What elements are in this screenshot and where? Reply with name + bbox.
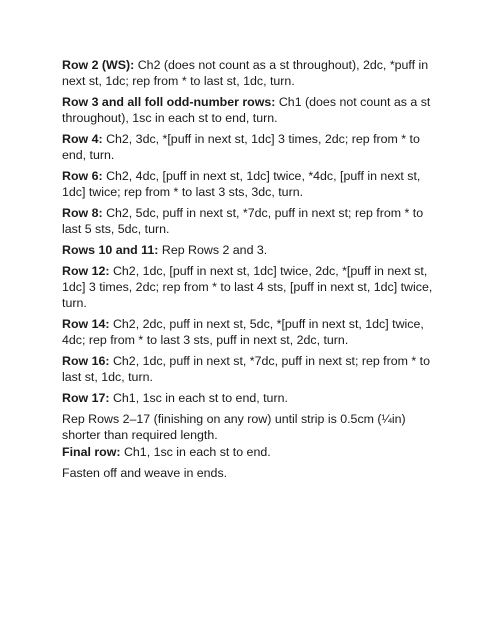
row-instruction: Rep Rows 2 and 3. <box>158 243 268 257</box>
paragraph-row-12 <box>62 263 434 311</box>
paragraph-row-17 <box>62 390 434 406</box>
row-label: Row 12: <box>62 264 110 278</box>
row-instruction: Ch2, 4dc, [puff in next st, 1dc] twice, *4dc, [puff in next st, 1dc] twice; rep from * to last 3 sts, 3dc, turn. <box>62 169 421 199</box>
paragraph-row-6 <box>62 168 434 200</box>
pattern-instructions <box>62 57 434 486</box>
row-label: Row 8: <box>62 206 103 220</box>
paragraph-repeat-rows <box>62 411 434 443</box>
row-instruction: Ch1, 1sc in each st to end. <box>120 445 271 459</box>
paragraph-row-2 <box>62 57 434 89</box>
row-label: Row 17: <box>62 391 110 405</box>
paragraph-final-row <box>62 444 434 460</box>
row-instruction: Ch2 (does not count as a st throughout), 2dc, *puff in next st, 1dc; rep from * to last st, 1dc, turn. <box>62 58 429 88</box>
finishing-instruction: Fasten off and weave in ends. <box>62 466 228 480</box>
paragraph-row-3 <box>62 94 434 126</box>
row-label: Row 6: <box>62 169 103 183</box>
repeat-instruction: Rep Rows 2–17 (finishing on any row) until strip is 0.5cm (¼in) shorter than required length. <box>62 412 406 442</box>
row-instruction: Ch2, 1dc, [puff in next st, 1dc] twice, 2dc, *[puff in next st, 1dc] 3 times, 2dc; rep from * to last 4 sts, [puff in next st, 1dc] twice, turn. <box>62 264 433 310</box>
paragraph-row-8 <box>62 205 434 237</box>
paragraph-row-16 <box>62 353 434 385</box>
row-label: Row 2 (WS): <box>62 58 135 72</box>
paragraph-row-4 <box>62 131 434 163</box>
row-instruction: Ch2, 5dc, puff in next st, *7dc, puff in next st; rep from * to last 5 sts, 5dc, turn. <box>62 206 424 236</box>
paragraph-rows-10-11 <box>62 242 434 258</box>
row-label: Row 3 and all foll odd-number rows: <box>62 95 276 109</box>
row-instruction: Ch1, 1sc in each st to end, turn. <box>109 391 288 405</box>
row-instruction: Ch1 (does not count as a st throughout), 1sc in each st to end, turn. <box>62 95 431 125</box>
row-instruction: Ch2, 2dc, puff in next st, 5dc, *[puff in next st, 1dc] twice, 4dc; rep from * to last 3 sts, puff in next st, 2dc, turn. <box>62 317 424 347</box>
row-label: Row 4: <box>62 132 103 146</box>
row-label: Row 14: <box>62 317 110 331</box>
row-instruction: Ch2, 1dc, puff in next st, *7dc, puff in next st; rep from * to last st, 1dc, turn. <box>62 354 431 384</box>
row-label: Rows 10 and 11: <box>62 243 159 257</box>
row-label: Final row: <box>62 445 121 459</box>
row-label: Row 16: <box>62 354 110 368</box>
paragraph-finishing <box>62 465 434 481</box>
paragraph-row-14 <box>62 316 434 348</box>
row-instruction: Ch2, 3dc, *[puff in next st, 1dc] 3 times, 2dc; rep from * to end, turn. <box>62 132 420 162</box>
